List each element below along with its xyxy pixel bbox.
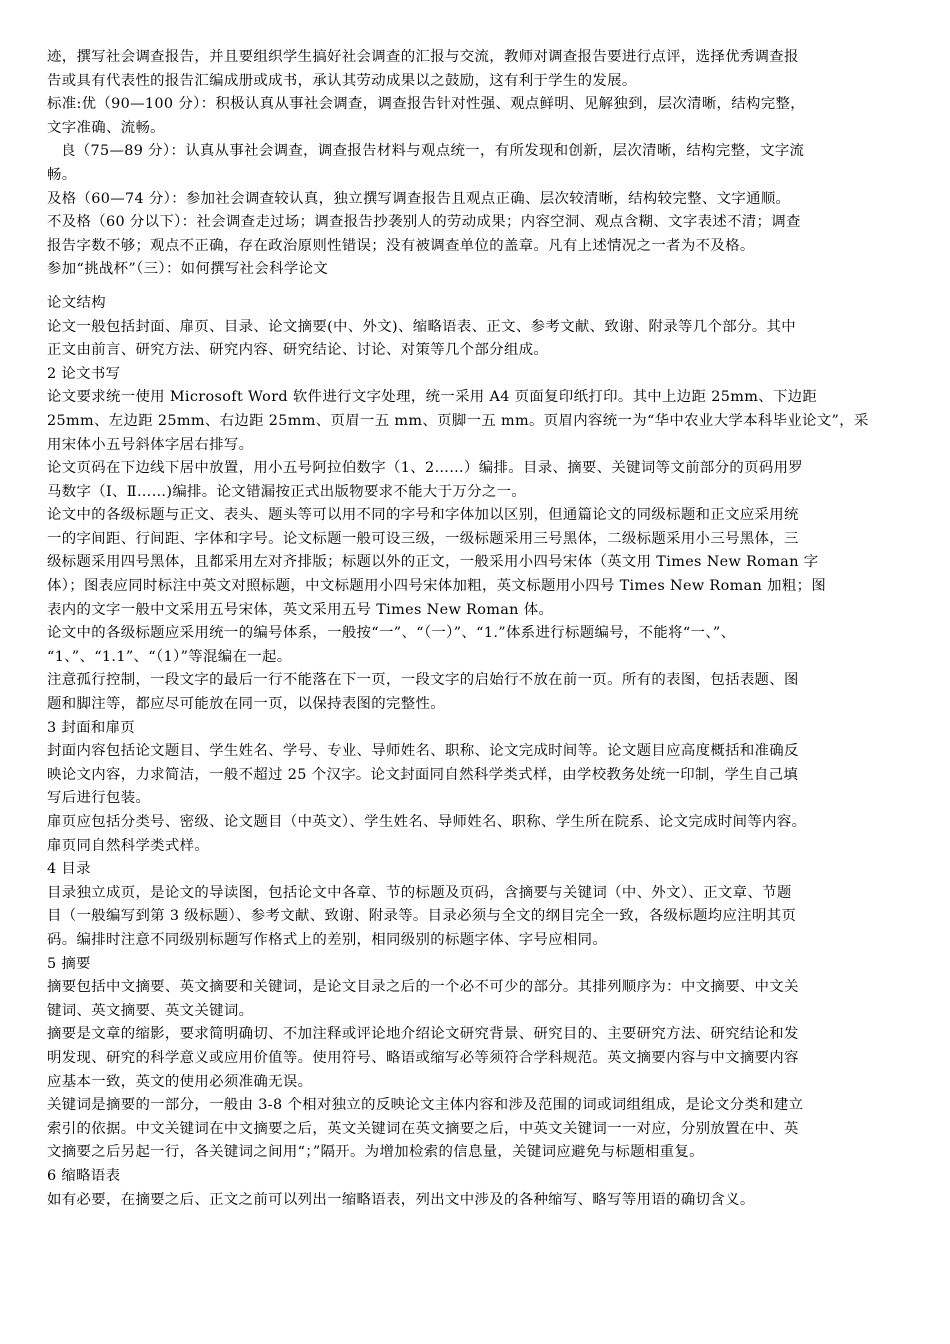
paragraph-word-format <box>47 386 909 457</box>
text-line: 应基本一致，英文的使用必须准确无误。 <box>47 1073 313 1090</box>
text-line: 封面内容包括论文题目、学生姓名、学号、专业、导师姓名、职称、论文完成时间等。论文题目应高度概括和准确反 <box>47 743 799 760</box>
text-line: 文字准确、流畅。 <box>47 119 165 136</box>
paragraph-numbering <box>47 622 909 669</box>
paragraph-standard-excellent <box>47 93 909 140</box>
text-line: 注意孤行控制，一段文字的最后一行不能落在下一页，一段文字的启始行不放在前一页。所有的表图，包括表题、图 <box>47 672 799 689</box>
text-line: 迹，撰写社会调查报告，并且要组织学生搞好社会调查的汇报与交流，教师对调查报告要进行点评，选择优秀调查报 <box>47 49 799 65</box>
text-line: 论文要求统一使用 Microsoft Word 软件进行文字处理，统一采用 A4 页面复印纸打印。其中上边距 25mm、下边距 <box>47 389 818 406</box>
text-line: 告或具有代表性的报告汇编成册或成书，承认其劳动成果以之鼓励，这有利于学生的发展。 <box>47 72 637 89</box>
paragraph-standard-good <box>47 140 909 187</box>
text-line: 论文一般包括封面、扉页、目录、论文摘要(中、外文)、缩略语表、正文、参考文献、致谢、附录等几个部分。其中 <box>47 318 796 335</box>
heading-abbreviations <box>47 1165 909 1189</box>
text-line: 及格（60—74 分）：参加社会调查较认真，独立撰写调查报告且观点正确、层次较清晰，结构较完整、文字通顺。 <box>47 190 791 207</box>
text-line: 25mm、左边距 25mm、右边距 25mm、页眉一五 mm、页脚一五 mm。页眉内容统一为“华中农业大学本科毕业论文”，采 <box>47 412 869 429</box>
heading-toc <box>47 858 909 882</box>
paragraph-cover <box>47 740 909 811</box>
text-line: 马数字（Ⅰ、Ⅱ……)编排。论文错漏按正式出版物要求不能大于万分之一。 <box>47 483 527 500</box>
text-line: 报告字数不够；观点不正确，存在政治原则性错误；没有被调查单位的盖章。凡有上述情况之一者为不及格。 <box>47 237 755 254</box>
paragraph-intro-1 <box>47 46 909 93</box>
text-line: 4 目录 <box>47 861 91 878</box>
heading-thesis-structure <box>47 292 909 316</box>
text-line: 表内的文字一般中文采用五号宋体，英文采用五号 Times New Roman 体。 <box>47 601 554 618</box>
text-line: 3 封面和扉页 <box>47 719 136 736</box>
text-line: 目录独立成页，是论文的导读图，包括论文中各章、节的标题及页码，含摘要与关键词（中、外文）、正文章、节题 <box>47 884 792 901</box>
paragraph-abbreviations <box>47 1189 909 1213</box>
text-line: 论文页码在下边线下居中放置，用小五号阿拉伯数字（1、2……）编排。目录、摘要、关键词等文前部分的页码用罗 <box>47 460 804 477</box>
paragraph-title-page <box>47 811 909 858</box>
text-line: 论文中的各级标题应采用统一的编号体系，一般按“一”、“（一）”、“1.”体系进行标题编号，不能将“一、”、 <box>47 625 736 642</box>
paragraph-standard-pass <box>47 188 909 212</box>
paragraph-standard-fail <box>47 211 909 258</box>
text-line: 摘要包括中文摘要、英文摘要和关键词，是论文目录之后的一个必不可少的部分。其排列顺序为：中文摘要、中文关 <box>47 979 799 996</box>
text-line: 级标题采用四号黑体，且都采用左对齐排版；标题以外的正文，一般采用小四号宋体（英文用 Times New Roman 字 <box>47 554 819 571</box>
text-line: 映论文内容，力求简洁，一般不超过 25 个汉字。论文封面同自然科学类式样，由学校教务处统一印制，学生自己填 <box>47 766 799 783</box>
paragraph-structure <box>47 316 909 363</box>
text-line: “1、”、“1.1”、“（1）”等混编在一起。 <box>47 648 292 665</box>
text-line: 明发现、研究的科学意义或应用价值等。使用符号、略语或缩写必等须符合学科规范。英文摘要内容与中文摘要内容 <box>47 1049 799 1066</box>
text-line: 索引的依据。中文关键词在中文摘要之后，英文关键词在英文摘要之后，中英文关键词一一对应，分别放置在中、英 <box>47 1120 799 1137</box>
text-line: 键词、英文摘要、英文关键词。 <box>47 1002 254 1019</box>
text-line: 畅。 <box>47 166 77 183</box>
text-line: 用宋体小五号斜体字居右排写。 <box>47 436 254 453</box>
paragraph-keywords <box>47 1094 909 1165</box>
text-line: 如有必要，在摘要之后、正文之前可以列出一缩略语表，列出文中涉及的各种缩写、略写等用语的确切含义。 <box>47 1191 755 1208</box>
paragraph-toc <box>47 882 909 953</box>
text-line: 6 缩略语表 <box>47 1167 121 1184</box>
heading-abstract <box>47 953 909 977</box>
text-line: 写后进行包装。 <box>47 790 151 807</box>
paragraph-widow-control <box>47 669 909 716</box>
text-line: 题和脚注等，都应尽可能放在同一页，以保持表图的完整性。 <box>47 696 445 713</box>
text-line: 5 摘要 <box>47 955 91 972</box>
paragraph-abstract-content <box>47 1023 909 1094</box>
text-line: 扉页应包括分类号、密级、论文题目（中英文）、学生姓名、导师姓名、职称、学生所在院系、论文完成时间等内容。 <box>47 814 807 830</box>
text-line: 关键词是摘要的一部分，一般由 3-8 个相对独立的反映论文主体内容和涉及范围的词或词组组成，是论文分类和建立 <box>47 1097 804 1114</box>
spacer <box>47 282 909 292</box>
text-line: 正文由前言、研究方法、研究内容、研究结论、讨论、对策等几个部分组成。 <box>47 342 549 359</box>
paragraph-headings-fonts <box>47 504 909 622</box>
text-line: 标准:优（90—100 分）：积极认真从事社会调查，调查报告针对性强、观点鲜明、见解独到，层次清晰，结构完整， <box>47 96 806 113</box>
heading-writing <box>47 363 909 387</box>
text-line: 目（一般编写到第 3 级标题）、参考文献、致谢、附录等。目录必须与全文的纲目完全一致，各级标题均应注明其页 <box>47 908 797 925</box>
text-line: 2 论文书写 <box>47 365 121 382</box>
text-line: 一的字间距、行间距、字体和字号。论文标题一般可设三级，一级标题采用三号黑体，二级标题采用小三号黑体，三 <box>47 530 799 547</box>
text-line: 摘要是文章的缩影，要求简明确切、不加注释或评论地介绍论文研究背景、研究目的、主要研究方法、研究结论和发 <box>47 1026 799 1043</box>
text-line: 不及格（60 分以下）：社会调查走过场；调查报告抄袭别人的劳动成果；内容空洞、观点含糊、文字表述不清；调查 <box>47 214 801 231</box>
text-line: 码。编排时注意不同级别标题写作格式上的差别，相同级别的标题字体、字号应相同。 <box>47 931 608 948</box>
text-line: 论文中的各级标题与正文、表头、题头等可以用不同的字号和字体加以区别，但通篇论文的同级标题和正文应采用统 <box>47 507 799 524</box>
section-heading-challenge-cup <box>47 258 909 282</box>
text-line: 扉页同自然科学类式样。 <box>47 837 210 854</box>
text-line: 文摘要之后另起一行，各关键词之间用“；”隔开。为增加检索的信息量，关键词应避免与标题相重复。 <box>47 1144 704 1161</box>
text-line: 论文结构 <box>47 294 106 311</box>
text-line: 良（75—89 分）：认真从事社会调查，调查报告材料与观点统一，有所发现和创新，层次清晰，结构完整，文字流 <box>61 143 805 160</box>
heading-cover <box>47 717 909 741</box>
document-page <box>47 46 909 1212</box>
text-line: 体）；图表应同时标注中英文对照标题，中文标题用小四号宋体加粗，英文标题用小四号 Times New Roman 加粗；图 <box>47 578 827 595</box>
paragraph-abstract-order <box>47 976 909 1023</box>
text-line: 参加“挑战杯”（三）：如何撰写社会科学论文 <box>47 261 329 278</box>
paragraph-page-numbers <box>47 457 909 504</box>
